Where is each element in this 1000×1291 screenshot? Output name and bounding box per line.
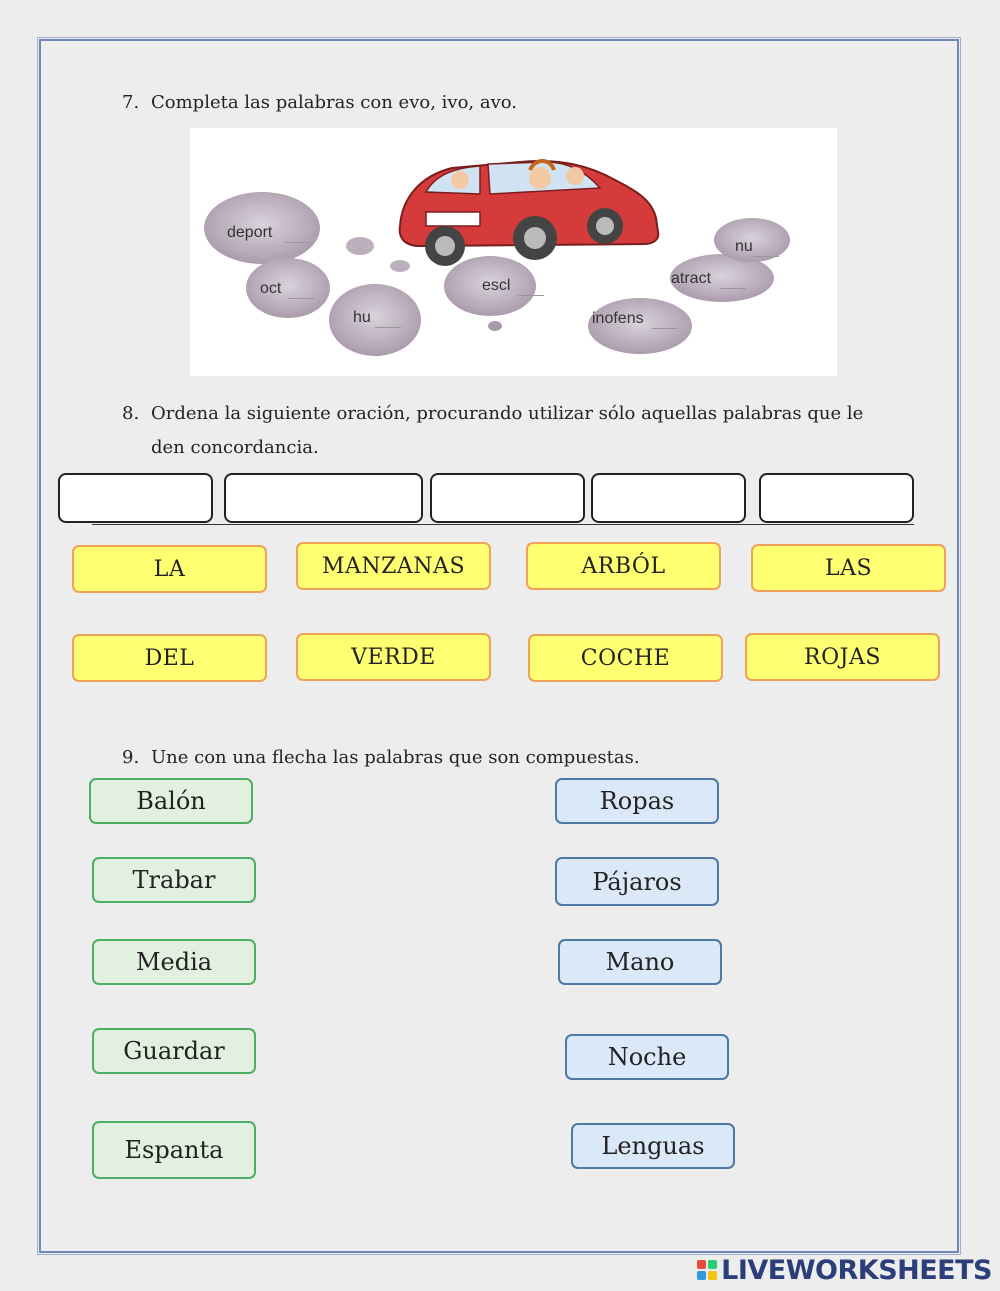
cloud-blank: [284, 242, 310, 243]
word-tile-rojas[interactable]: ROJAS: [745, 633, 940, 681]
match-right-ropas[interactable]: Ropas: [555, 778, 719, 824]
match-left-media[interactable]: Media: [92, 939, 256, 985]
question-8: [122, 397, 922, 465]
answer-slot-1[interactable]: [58, 473, 213, 523]
cloud-word-nu: nu: [735, 238, 753, 255]
match-left-trabar[interactable]: Trabar: [92, 857, 256, 903]
answer-slot-3[interactable]: [430, 473, 585, 523]
word-tile-coche[interactable]: COCHE: [528, 634, 723, 682]
word-tile-verde[interactable]: VERDE: [296, 633, 491, 681]
question-7-text: Completa las palabras con evo, ivo, avo.: [151, 92, 517, 113]
question-8-number: 8.: [122, 403, 140, 424]
match-right-mano[interactable]: Mano: [558, 939, 722, 985]
liveworksheets-logo: [697, 1255, 992, 1285]
question-9: [122, 741, 640, 775]
cloud-blank: [652, 328, 678, 329]
match-right-pajaros[interactable]: Pájaros: [555, 857, 719, 906]
cloud-word-hu: hu: [353, 309, 371, 326]
answer-slot-5[interactable]: [759, 473, 914, 523]
question-8-text: Ordena la siguiente oración, procurando utilizar sólo aquellas palabras que le: [151, 403, 864, 424]
question-7-number: 7.: [122, 92, 140, 113]
logo-text: LIVEWORKSHEETS: [721, 1254, 992, 1286]
word-tile-del[interactable]: DEL: [72, 634, 267, 682]
word-tile-arbol[interactable]: ARBÓL: [526, 542, 721, 590]
answer-slot-4[interactable]: [591, 473, 746, 523]
cloud-blank: [753, 256, 779, 257]
car-clouds-picture: [190, 128, 837, 376]
cloud-word-deport: deport: [227, 224, 273, 241]
question-9-text: Une con una flecha las palabras que son compuestas.: [151, 747, 640, 768]
match-left-espanta[interactable]: Espanta: [92, 1121, 256, 1179]
cloud-word-inofens: inofens: [592, 310, 644, 327]
cloud-word-atract: atract: [671, 270, 712, 287]
cloud-blank: [720, 288, 746, 289]
question-7: [122, 86, 517, 120]
cloud-blank: [288, 298, 314, 299]
cloud-blank: [375, 327, 401, 328]
answer-slot-2[interactable]: [224, 473, 423, 523]
cloud-blank: [518, 295, 544, 296]
answer-line: [92, 524, 914, 525]
question-9-number: 9.: [122, 747, 140, 768]
cloud-word-oct: oct: [260, 280, 282, 297]
word-tile-la[interactable]: LA: [72, 545, 267, 593]
match-right-noche[interactable]: Noche: [565, 1034, 729, 1080]
word-tile-las[interactable]: LAS: [751, 544, 946, 592]
match-right-lenguas[interactable]: Lenguas: [571, 1123, 735, 1169]
logo-mark-icon: [697, 1260, 717, 1280]
question-8-text-cont: den concordancia.: [151, 437, 319, 458]
match-left-balon[interactable]: Balón: [89, 778, 253, 824]
cloud-word-escl: escl: [482, 277, 511, 294]
match-left-guardar[interactable]: Guardar: [92, 1028, 256, 1074]
word-tile-manzanas[interactable]: MANZANAS: [296, 542, 491, 590]
